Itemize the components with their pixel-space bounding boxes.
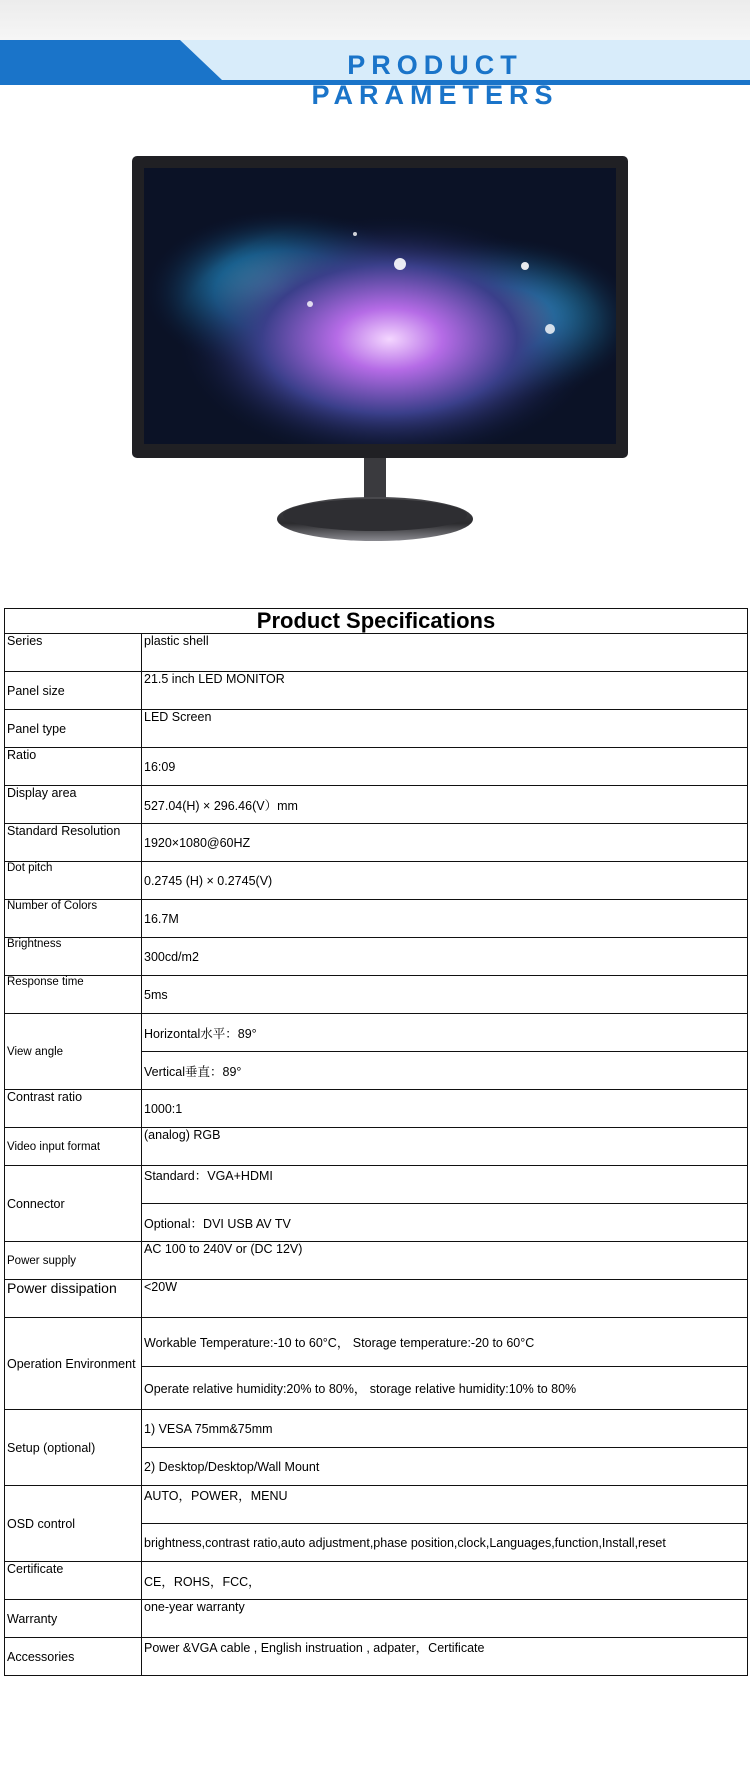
- row-label: Ratio: [5, 748, 142, 786]
- table-row: [5, 1280, 748, 1318]
- row-value: LED Screen: [142, 710, 748, 748]
- top-strip: [0, 0, 750, 40]
- table-row: [5, 862, 748, 900]
- table-row: [5, 1014, 748, 1052]
- row-value: one-year warranty: [142, 1600, 748, 1638]
- row-label: Response time: [5, 976, 142, 1014]
- table-row: [5, 1318, 748, 1367]
- row-label: Connector: [5, 1166, 142, 1242]
- row-label: Power dissipation: [5, 1280, 142, 1318]
- specs-title: Product Specifications: [5, 609, 748, 634]
- row-value: 16.7M: [142, 900, 748, 938]
- table-row: [5, 824, 748, 862]
- row-label: Brightness: [5, 938, 142, 976]
- row-label: Number of Colors: [5, 900, 142, 938]
- row-value: (analog) RGB: [142, 1128, 748, 1166]
- row-label: Setup (optional): [5, 1410, 142, 1486]
- row-value: 16:09: [142, 748, 748, 786]
- row-value: 300cd/m2: [142, 938, 748, 976]
- row-label: Panel size: [5, 672, 142, 710]
- table-row: [5, 634, 748, 672]
- row-value: 21.5 inch LED MONITOR: [142, 672, 748, 710]
- table-row: [5, 710, 748, 748]
- row-label: Series: [5, 634, 142, 672]
- row-value: Operate relative humidity:20% to 80%， storage relative humidity:10% to 80%: [142, 1367, 748, 1410]
- row-value: AC 100 to 240V or (DC 12V): [142, 1242, 748, 1280]
- row-value: Standard：VGA+HDMI: [142, 1166, 748, 1204]
- row-label: Warranty: [5, 1600, 142, 1638]
- row-value: plastic shell: [142, 634, 748, 672]
- table-row: [5, 1090, 748, 1128]
- row-label: Standard Resolution: [5, 824, 142, 862]
- row-value: Horizontal水平：89°: [142, 1014, 748, 1052]
- row-value: 5ms: [142, 976, 748, 1014]
- row-value: Power &VGA cable , English instruation , adpater，Certificate: [142, 1638, 748, 1676]
- row-value: CE，ROHS，FCC，: [142, 1562, 748, 1600]
- row-label: Operation Environment: [5, 1318, 142, 1410]
- row-value: 1000:1: [142, 1090, 748, 1128]
- row-label: OSD control: [5, 1486, 142, 1562]
- table-row: [5, 1166, 748, 1204]
- row-value: 1920×1080@60HZ: [142, 824, 748, 862]
- specs-table: [4, 608, 748, 1676]
- row-value: 1) VESA 75mm&75mm: [142, 1410, 748, 1448]
- table-row: [5, 672, 748, 710]
- table-row: [5, 1638, 748, 1676]
- row-label: Power supply: [5, 1242, 142, 1280]
- row-value: 527.04(H) × 296.46(V）mm: [142, 786, 748, 824]
- row-label: View angle: [5, 1014, 142, 1090]
- row-value: 0.2745 (H) × 0.2745(V): [142, 862, 748, 900]
- row-label: Dot pitch: [5, 862, 142, 900]
- table-row: [5, 748, 748, 786]
- row-label: Video input format: [5, 1128, 142, 1166]
- table-row: [5, 1128, 748, 1166]
- row-label: Accessories: [5, 1638, 142, 1676]
- table-row: [5, 1410, 748, 1448]
- table-row: [5, 1562, 748, 1600]
- monitor-image: [130, 154, 630, 544]
- table-row: [5, 1600, 748, 1638]
- table-row: [5, 786, 748, 824]
- row-value: Vertical垂直：89°: [142, 1052, 748, 1090]
- row-value: brightness,contrast ratio,auto adjustment,phase position,clock,Languages,function,Install,reset: [142, 1524, 748, 1562]
- row-value: <20W: [142, 1280, 748, 1318]
- row-value: 2) Desktop/Desktop/Wall Mount: [142, 1448, 748, 1486]
- table-row: [5, 938, 748, 976]
- banner-title: PRODUCT PARAMETERS: [311, 50, 559, 110]
- row-label: Panel type: [5, 710, 142, 748]
- table-row: [5, 1486, 748, 1524]
- table-row: [5, 976, 748, 1014]
- row-value: Workable Temperature:-10 to 60°C， Storage temperature:-20 to 60°C: [142, 1318, 748, 1367]
- row-value: AUTO，POWER，MENU: [142, 1486, 748, 1524]
- row-label: Contrast ratio: [5, 1090, 142, 1128]
- row-value: Optional：DVI USB AV TV: [142, 1204, 748, 1242]
- table-row: [5, 1242, 748, 1280]
- table-row: [5, 900, 748, 938]
- row-label: Display area: [5, 786, 142, 824]
- row-label: Certificate: [5, 1562, 142, 1600]
